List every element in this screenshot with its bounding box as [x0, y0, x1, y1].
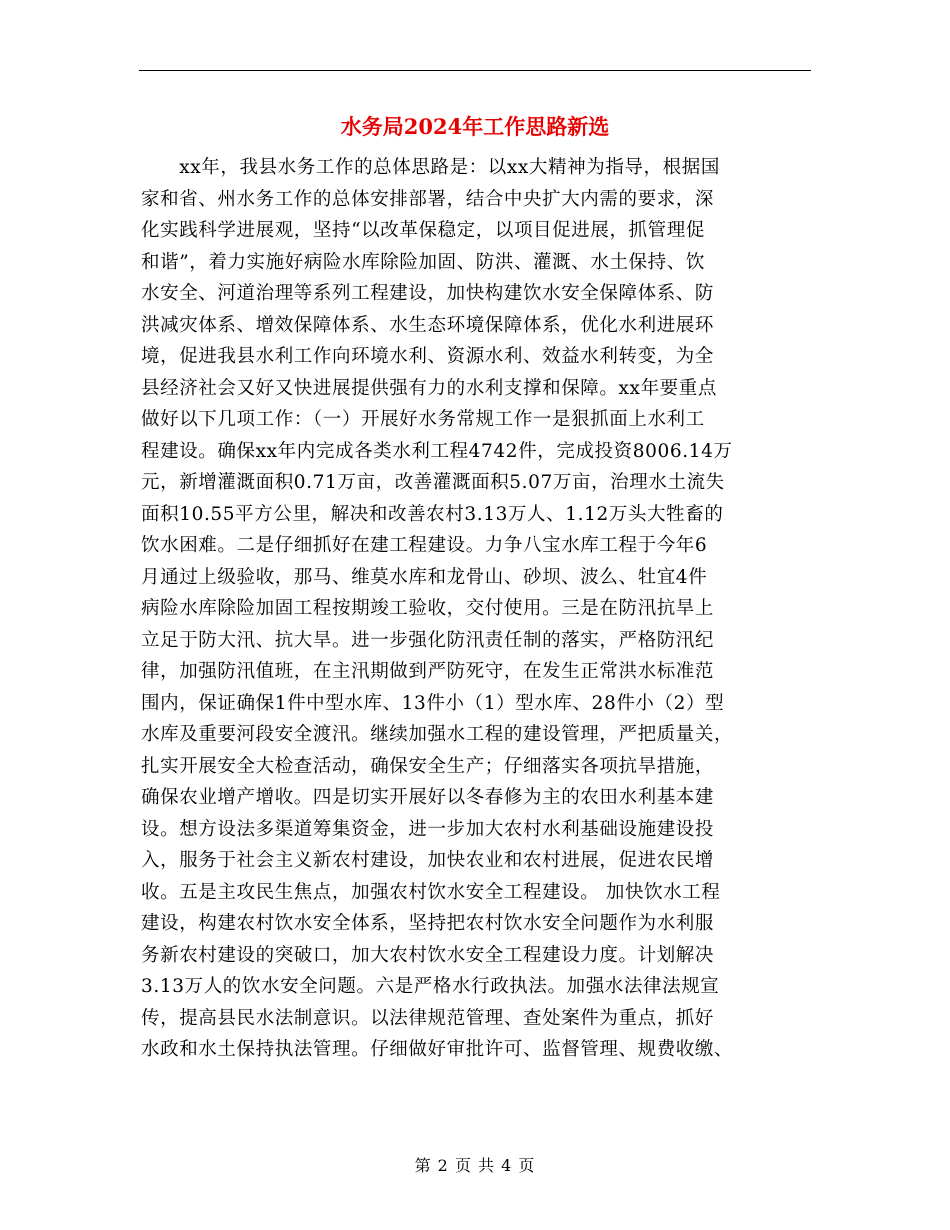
body-line: 饮水困难。二是仔细抓好在建工程建设。力争八宝水库工程于今年6 — [141, 535, 708, 556]
body-line: 面积10.55平方公里，解决和改善农村3.13万人、1.12万头大牲畜的 — [141, 503, 724, 525]
body-line: 确保农业增产增收。四是切实开展好以冬春修为主的农田水利基本建 — [141, 787, 715, 808]
body-line: 和谐”，着力实施好病险水库除险加固、防洪、灌溉、水土保持、饮 — [141, 251, 705, 273]
body-line: 扎实开展安全大检查活动，确保安全生产；仔细落实各项抗旱措施， — [141, 755, 715, 777]
body-line: 务新农村建设的突破口，加大农村饮水安全工程建设力度。计划解决 — [141, 944, 715, 966]
document-body — [141, 152, 813, 1066]
body-line: 化实践科学进展观，坚持“以改革保稳定，以项目促进展，抓管理促 — [141, 220, 705, 241]
body-line: 设。想方设法多渠道筹集资金，进一步加大农村水利基础设施建设投 — [141, 818, 715, 840]
body-line: 境，促进我县水利工作向环境水利、资源水利、效益水利转变，为全 — [141, 346, 715, 367]
body-line: 水库及重要河段安全渡汛。继续加强水工程的建设管理，严把质量关， — [141, 724, 734, 745]
body-line: 县经济社会又好又快进展提供强有力的水利支撑和保障。xx年要重点 — [141, 377, 717, 399]
body-line: 做好以下几项工作：（一）开展好水务常规工作一是狠抓面上水利工 — [141, 409, 705, 430]
header-rule — [139, 70, 811, 71]
body-line: 入，服务于社会主义新农村建设，加快农业和农村进展，促进农民增 — [141, 850, 715, 871]
body-line: 立足于防大汛、抗大旱。进一步强化防汛责任制的落实，严格防汛纪 — [141, 629, 715, 651]
body-line: 传，提高县民水法制意识。以法律规范管理、查处案件为重点，抓好 — [141, 1007, 715, 1029]
body-line: 家和省、州水务工作的总体安排部署，结合中央扩大内需的要求，深 — [141, 188, 715, 210]
body-line: 收。五是主攻民生焦点，加强农村饮水安全工程建设。 加快饮水工程 — [141, 881, 721, 903]
body-line: 月通过上级验收，那马、维莫水库和龙骨山、砂坝、波么、牡宜4件 — [141, 566, 708, 588]
body-line: 3.13万人的饮水安全问题。六是严格水行政执法。加强水法律法规宣 — [141, 976, 720, 997]
body-line: 病险水库除险加固工程按期竣工验收，交付使用。三是在防汛抗旱上 — [141, 598, 715, 619]
body-line: 水政和水土保持执法管理。仔细做好审批许可、监督管理、规费收缴、 — [141, 1039, 734, 1060]
body-line: 元，新增灌溉面积0.71万亩，改善灌溉面积5.07万亩，治理水土流失 — [141, 472, 725, 493]
body-line: 建设，构建农村饮水安全体系，坚持把农村饮水安全问题作为水利服 — [141, 913, 715, 934]
body-line: 水安全、河道治理等系列工程建设，加快构建饮水安全保障体系、防 — [141, 283, 715, 304]
body-line: 围内，保证确保1件中型水库、13件小（1）型水库、28件小（2）型 — [141, 692, 725, 714]
body-line: 律，加强防汛值班，在主汛期做到严防死守，在发生正常洪水标准范 — [141, 661, 715, 682]
body-line: xx年，我县水务工作的总体思路是：以xx大精神为指导，根据国 — [141, 157, 720, 178]
body-line: 洪减灾体系、增效保障体系、水生态环境保障体系，优化水利进展环 — [141, 314, 715, 336]
page-number-footer: 第 2 页 共 4 页 — [414, 1156, 536, 1175]
body-line: 程建设。确保xx年内完成各类水利工程4742件，完成投资8006.14万 — [141, 440, 733, 462]
document-title: 水务局2024年工作思路新选 — [340, 114, 610, 139]
